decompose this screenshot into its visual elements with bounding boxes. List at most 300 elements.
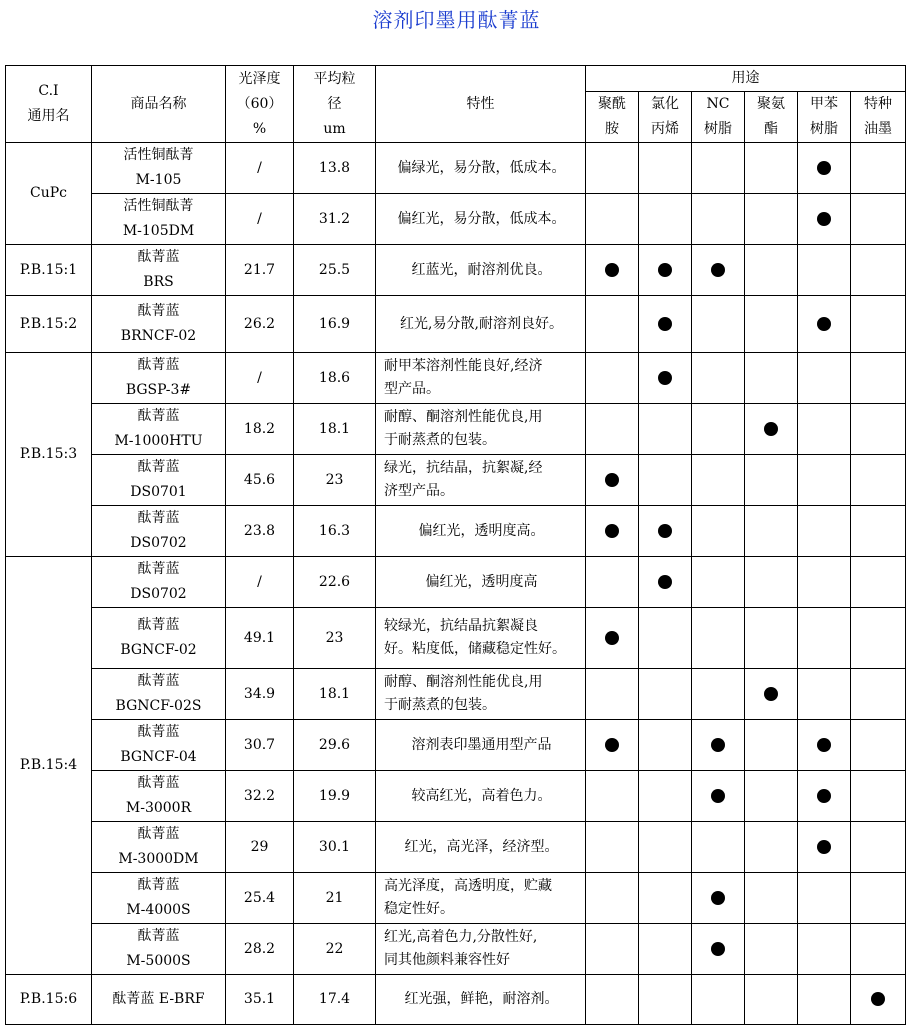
usage-cell [851,873,906,924]
usage-cell [692,822,745,873]
particle-size-cell: 13.8 [294,143,376,194]
usage-cell [745,506,798,557]
product-name-line: 酞菁蓝 [137,510,180,526]
usage-cell [745,822,798,873]
usage-cell [745,873,798,924]
properties-line: 红蓝光，耐溶剂优良。 [411,261,552,278]
product-name-cell [92,143,226,194]
table-row [6,557,906,608]
properties-line: 偏红光，易分散，低成本。 [397,210,566,227]
usage-cell [692,245,745,296]
usage-cell [851,822,906,873]
product-name-line: M-4000S [126,902,191,918]
header-use-line: 丙烯 [651,121,679,137]
page-title: 溶剂印墨用酞菁蓝 [372,8,541,32]
particle-size-cell: 19.9 [294,771,376,822]
usage-cell [692,194,745,245]
usage-dot-icon [711,789,725,803]
properties-line: 同其他颜料兼容性好 [384,952,510,968]
properties-cell [376,143,586,194]
usage-dot-icon [658,317,672,331]
usage-dot-icon [605,524,619,538]
gloss-cell: 18.2 [226,404,294,455]
properties-line: 红光,高着色力,分散性好, [384,929,538,945]
usage-cell [586,245,639,296]
table-row [6,608,906,669]
usage-cell [639,720,692,771]
table-row [6,924,906,975]
usage-cell [798,822,851,873]
header-use-5 [851,92,906,143]
usage-dot-icon [764,687,778,701]
product-name-line: 酞菁蓝 [137,928,180,944]
usage-dot-icon [658,263,672,277]
product-name-line: DS0701 [130,484,187,500]
product-name-cell [92,924,226,975]
product-name-line: M-3000DM [118,851,199,867]
usage-cell [692,771,745,822]
usage-cell [639,873,692,924]
product-name-line: 酞菁蓝 [137,877,180,893]
usage-cell [745,975,798,1025]
usage-dot-icon [605,473,619,487]
gloss-cell: / [226,194,294,245]
usage-cell [798,194,851,245]
usage-cell [851,608,906,669]
properties-line: 于耐蒸煮的包装。 [384,432,496,448]
properties-line: 高光泽度，高透明度，贮藏 [384,878,552,894]
gloss-cell: 23.8 [226,506,294,557]
usage-cell [798,506,851,557]
product-name-cell [92,720,226,771]
usage-cell [851,557,906,608]
usage-cell [745,771,798,822]
usage-dot-icon [817,840,831,854]
usage-cell [851,669,906,720]
header-use-2 [692,92,745,143]
ci-name-cell: P.B.15:3 [6,353,92,557]
usage-cell [586,720,639,771]
header-gloss-line: 光泽度 [238,70,281,87]
product-name-line: 酞菁蓝 [137,459,180,475]
product-name-cell [92,506,226,557]
properties-cell [376,924,586,975]
usage-cell [798,771,851,822]
product-name-cell [92,557,226,608]
header-use-1 [639,92,692,143]
product-name-line: 酞菁蓝 [137,673,180,689]
gloss-cell: 49.1 [226,608,294,669]
usage-cell [586,669,639,720]
table-row [6,506,906,557]
usage-cell [851,143,906,194]
product-name-line: DS0702 [130,586,187,602]
properties-line: 好。粘度低，储藏稳定性好。 [384,641,566,657]
header-name: 商品名称 [92,66,226,143]
properties-cell [376,771,586,822]
table-row [6,194,906,245]
usage-cell [851,771,906,822]
gloss-cell: 35.1 [226,975,294,1025]
particle-size-cell: 21 [294,873,376,924]
usage-cell [586,924,639,975]
header-use-line: 树脂 [810,121,838,137]
usage-cell [745,194,798,245]
properties-cell [376,822,586,873]
ci-name-cell: P.B.15:1 [6,245,92,296]
product-name-line: BRS [143,274,174,290]
gloss-cell: 34.9 [226,669,294,720]
usage-dot-icon [817,161,831,175]
table-body [6,143,906,1025]
product-name-line: 酞菁蓝 [137,303,180,319]
usage-cell [639,353,692,404]
product-name-line: BGNCF-02 [120,642,197,658]
header-use-line: NC [706,96,730,112]
usage-dot-icon [658,575,672,589]
properties-cell [376,455,586,506]
usage-cell [851,353,906,404]
table-row [6,455,906,506]
header-ci-line: 通用名 [27,108,70,124]
gloss-cell: 25.4 [226,873,294,924]
product-name-line: 酞菁蓝 E-BRF [112,991,205,1007]
header-use-line: 胺 [605,121,619,137]
header-size-line: 平均粒 [313,70,356,87]
properties-line: 偏绿光，易分散，低成本。 [397,159,566,176]
particle-size-cell: 30.1 [294,822,376,873]
header-gloss-line: % [252,120,267,137]
usage-cell [798,143,851,194]
usage-dot-icon [711,942,725,956]
product-name-cell [92,873,226,924]
particle-size-cell: 17.4 [294,975,376,1025]
product-name-line: 酞菁蓝 [137,775,180,791]
product-name-cell [92,455,226,506]
properties-cell [376,194,586,245]
header-use-0 [586,92,639,143]
product-name-cell [92,353,226,404]
usage-cell [586,873,639,924]
usage-cell [798,404,851,455]
properties-line: 绿光，抗结晶，抗絮凝,经 [384,460,543,476]
usage-dot-icon [871,992,885,1006]
usage-cell [745,245,798,296]
usage-cell [745,669,798,720]
product-name-line: M-105 [135,172,182,188]
usage-cell [798,608,851,669]
usage-cell [586,506,639,557]
product-name-line: DS0702 [130,535,187,551]
table-row [6,720,906,771]
usage-cell [639,194,692,245]
usage-dot-icon [711,263,725,277]
usage-cell [692,608,745,669]
properties-line: 较高红光，高着色力。 [411,787,552,804]
usage-cell [851,975,906,1025]
usage-cell [692,720,745,771]
properties-line: 偏红光，透明度高。 [418,522,545,539]
product-name-cell [92,771,226,822]
gloss-cell: / [226,353,294,404]
usage-cell [798,296,851,353]
product-name-line: 酞菁蓝 [137,357,180,373]
table-header [6,66,906,143]
ci-name-cell: P.B.15:2 [6,296,92,353]
properties-cell [376,296,586,353]
header-ci [6,66,92,143]
product-name-line: 酞菁蓝 [137,617,180,633]
table-row [6,143,906,194]
header-use-line: 氯化 [651,96,679,112]
properties-cell [376,720,586,771]
usage-cell [639,608,692,669]
usage-dot-icon [817,789,831,803]
table-row [6,404,906,455]
usage-dot-icon [711,738,725,752]
usage-cell [692,975,745,1025]
table-row [6,822,906,873]
usage-dot-icon [764,422,778,436]
usage-cell [798,873,851,924]
header-use-line: 特种 [864,96,892,112]
usage-cell [639,506,692,557]
product-name-line: 酞菁蓝 [137,408,180,424]
ci-name-cell: P.B.15:4 [6,557,92,975]
particle-size-cell: 29.6 [294,720,376,771]
particle-size-cell: 23 [294,608,376,669]
table-row [6,771,906,822]
properties-cell [376,557,586,608]
gloss-cell: 32.2 [226,771,294,822]
gloss-cell: 21.7 [226,245,294,296]
properties-line: 型产品。 [384,381,440,397]
usage-cell [798,975,851,1025]
particle-size-cell: 16.9 [294,296,376,353]
header-usage: 用途 [586,66,906,92]
usage-dot-icon [711,891,725,905]
particle-size-cell: 22.6 [294,557,376,608]
properties-line: 于耐蒸煮的包装。 [384,697,496,713]
usage-cell [692,557,745,608]
product-name-cell [92,822,226,873]
usage-cell [692,353,745,404]
usage-cell [692,873,745,924]
usage-cell [586,143,639,194]
usage-cell [851,506,906,557]
usage-cell [692,296,745,353]
product-name-line: BGNCF-02S [115,698,202,714]
usage-cell [745,455,798,506]
product-name-line: BGNCF-04 [120,749,197,765]
usage-cell [798,557,851,608]
usage-cell [692,669,745,720]
header-use-line: 聚氨 [757,96,785,112]
usage-dot-icon [817,738,831,752]
usage-cell [851,720,906,771]
usage-cell [586,296,639,353]
usage-dot-icon [658,524,672,538]
header-use-line: 酯 [764,121,778,137]
usage-dot-icon [605,738,619,752]
table-row [6,873,906,924]
usage-cell [692,455,745,506]
usage-cell [639,296,692,353]
header-size-line: 径 [327,95,342,112]
properties-line: 红光强，鲜艳，耐溶剂。 [404,991,559,1007]
properties-line: 偏红光，透明度高 [425,573,538,590]
gloss-cell: / [226,557,294,608]
particle-size-cell: 22 [294,924,376,975]
usage-dot-icon [658,371,672,385]
product-name-line: 酞菁蓝 [137,826,180,842]
product-name-line: BRNCF-02 [120,328,197,344]
usage-cell [745,296,798,353]
gloss-cell: 26.2 [226,296,294,353]
particle-size-cell: 25.5 [294,245,376,296]
properties-cell [376,669,586,720]
properties-cell [376,353,586,404]
table-row [6,975,906,1025]
usage-cell [692,404,745,455]
product-name-cell [92,608,226,669]
usage-cell [851,455,906,506]
usage-cell [586,771,639,822]
particle-size-cell: 23 [294,455,376,506]
product-name-line: BGSP-3# [125,382,192,398]
properties-line: 济型产品。 [384,483,454,499]
usage-cell [798,669,851,720]
properties-cell [376,873,586,924]
properties-cell [376,404,586,455]
header-use-line: 甲苯 [810,96,838,112]
properties-cell [376,506,586,557]
product-name-line: 酞菁蓝 [137,561,180,577]
product-name-cell [92,669,226,720]
properties-cell [376,975,586,1025]
usage-cell [586,822,639,873]
header-properties: 特性 [376,66,586,143]
product-name-line: M-3000R [125,800,192,816]
usage-cell [692,143,745,194]
usage-cell [798,924,851,975]
usage-cell [798,720,851,771]
product-name-cell [92,194,226,245]
product-name-line: 活性铜酞菁 [123,198,194,214]
usage-cell [586,404,639,455]
gloss-cell: 28.2 [226,924,294,975]
header-gloss-line: （60） [236,95,283,112]
usage-cell [745,143,798,194]
particle-size-cell: 18.1 [294,669,376,720]
usage-cell [851,194,906,245]
usage-cell [639,404,692,455]
particle-size-cell: 16.3 [294,506,376,557]
usage-cell [851,245,906,296]
table-row [6,296,906,353]
gloss-cell: 29 [226,822,294,873]
usage-cell [586,353,639,404]
usage-cell [639,975,692,1025]
ci-name-cell: P.B.15:6 [6,975,92,1025]
usage-cell [745,720,798,771]
gloss-cell: 30.7 [226,720,294,771]
usage-dot-icon [605,631,619,645]
particle-size-cell: 31.2 [294,194,376,245]
header-gloss [226,66,294,143]
usage-cell [745,404,798,455]
usage-cell [586,455,639,506]
usage-cell [798,353,851,404]
table-row [6,245,906,296]
gloss-cell: 45.6 [226,455,294,506]
properties-line: 溶剂表印墨通用型产品 [411,736,552,753]
header-use-4 [798,92,851,143]
properties-line: 耐醇、酮溶剂性能优良,用 [384,674,543,690]
usage-cell [745,608,798,669]
product-name-cell [92,975,226,1025]
header-use-line: 聚酰 [598,96,626,112]
product-name-cell [92,296,226,353]
usage-cell [692,924,745,975]
usage-cell [639,245,692,296]
usage-cell [639,143,692,194]
usage-cell [745,557,798,608]
usage-dot-icon [817,317,831,331]
usage-cell [639,822,692,873]
properties-cell [376,245,586,296]
header-particle-size [294,66,376,143]
usage-cell [586,608,639,669]
table-row [6,669,906,720]
usage-cell [692,506,745,557]
header-size-line: um [323,120,346,137]
product-name-line: M-5000S [126,953,191,969]
usage-cell [798,455,851,506]
properties-line: 红光，高光泽，经济型。 [404,838,559,855]
properties-line: 耐甲苯溶剂性能良好,经济 [384,358,543,374]
header-use-3 [745,92,798,143]
particle-size-cell: 18.6 [294,353,376,404]
properties-cell [376,608,586,669]
usage-cell [639,669,692,720]
table-row [6,353,906,404]
usage-dot-icon [605,263,619,277]
header-ci-line: C.I [38,83,59,99]
product-name-cell [92,245,226,296]
properties-line: 红光,易分散,耐溶剂良好。 [400,315,563,332]
properties-line: 稳定性好。 [384,901,454,917]
usage-cell [851,404,906,455]
product-name-line: 活性铜酞菁 [123,147,194,163]
usage-dot-icon [817,212,831,226]
gloss-cell: / [226,143,294,194]
header-use-line: 树脂 [704,121,732,137]
usage-cell [745,353,798,404]
properties-line: 较绿光，抗结晶抗絮凝良 [384,618,538,634]
properties-line: 耐醇、酮溶剂性能优良,用 [384,409,543,425]
usage-cell [639,771,692,822]
product-name-line: M-1000HTU [114,433,203,449]
pigment-table [5,65,906,1025]
usage-cell [586,194,639,245]
usage-cell [639,557,692,608]
usage-cell [798,245,851,296]
usage-cell [639,924,692,975]
particle-size-cell: 18.1 [294,404,376,455]
header-use-line: 油墨 [864,121,892,137]
ci-name-cell: CuPc [6,143,92,245]
